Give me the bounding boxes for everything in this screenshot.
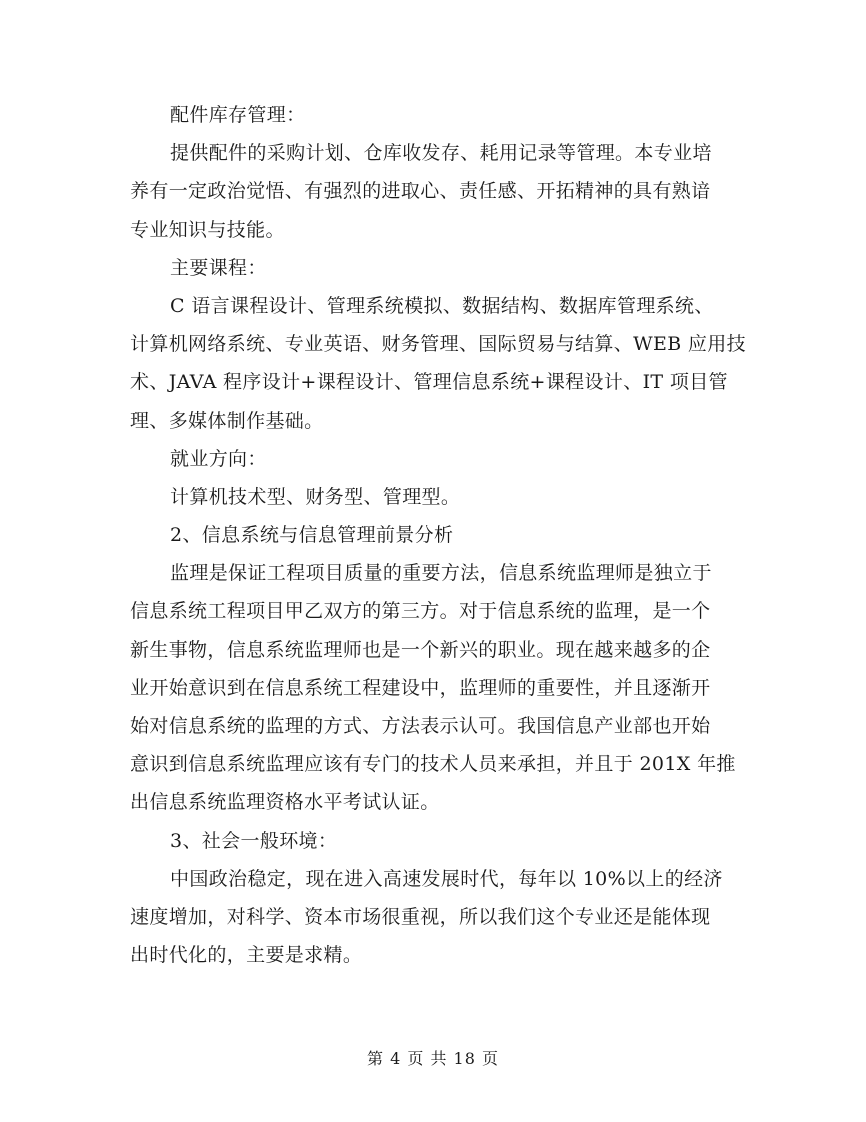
- text-line: 养有一定政治觉悟、有强烈的进取心、责任感、开拓精神的具有熟谙: [130, 180, 711, 203]
- text-line: C 语言课程设计、管理系统模拟、数据结构、数据库管理系统、: [170, 294, 714, 317]
- text-line: 中国政治稳定，现在进入高速发展时代，每年以 10%以上的经济: [170, 867, 723, 890]
- paragraph-parts-inventory-description: [130, 134, 730, 249]
- text-line: 出信息系统监理资格水平考试认证。: [130, 791, 440, 814]
- text-line: 信息系统工程项目甲乙双方的第三方。对于信息系统的监理，是一个: [130, 600, 711, 623]
- paragraph-main-courses-list: [130, 287, 746, 440]
- text-line: 始对信息系统的监理的方式、方法表示认可。我国信息产业部也开始: [130, 715, 711, 737]
- text-line: 监理是保证工程项目质量的重要方法，信息系统监理师是独立于: [170, 562, 712, 585]
- text-line: 提供配件的采购计划、仓库收发存、耗用记录等管理。本专业培: [170, 142, 712, 165]
- page-number-footer: 第 4 页 共 18 页: [367, 1049, 499, 1068]
- text-line: 计算机网络系统、专业英语、财务管理、国际贸易与结算、WEB 应用技: [130, 333, 746, 356]
- text-line: 出时代化的，主要是求精。: [130, 944, 363, 967]
- paragraph-employment-types: [130, 478, 730, 516]
- paragraph-social-environment: [130, 860, 730, 975]
- text-line: 术、JAVA 程序设计+课程设计、管理信息系统+课程设计、IT 项目管: [130, 371, 728, 394]
- paragraph-main-courses-heading: [130, 249, 730, 287]
- paragraph-parts-inventory-heading: [130, 96, 730, 134]
- text-line: 业开始意识到在信息系统工程建设中，监理师的重要性，并且逐渐开: [130, 676, 711, 699]
- text-line: 2、信息系统与信息管理前景分析: [170, 524, 454, 547]
- text-line: 主要课程：: [170, 256, 267, 279]
- paragraph-supervision: [130, 554, 736, 821]
- text-line: 计算机技术型、财务型、管理型。: [170, 485, 461, 508]
- document-body: [130, 96, 746, 974]
- paragraph-employment-heading: [130, 440, 730, 478]
- text-line: 就业方向：: [170, 447, 267, 470]
- text-line: 3、社会一般环境：: [170, 829, 338, 852]
- text-line: 专业知识与技能。: [130, 218, 285, 241]
- text-line: 意识到信息系统监理应该有专门的技术人员来承担，并且于 201X 年推: [130, 753, 736, 776]
- section-heading-social-environment: [130, 822, 730, 860]
- section-heading-prospects: [130, 516, 730, 554]
- text-line: 新生事物，信息系统监理师也是一个新兴的职业。现在越来越多的企: [130, 638, 711, 661]
- text-line: 理、多媒体制作基础。: [130, 409, 324, 432]
- text-line: 配件库存管理：: [170, 104, 306, 126]
- text-line: 速度增加，对科学、资本市场很重视，所以我们这个专业还是能体现: [130, 905, 711, 928]
